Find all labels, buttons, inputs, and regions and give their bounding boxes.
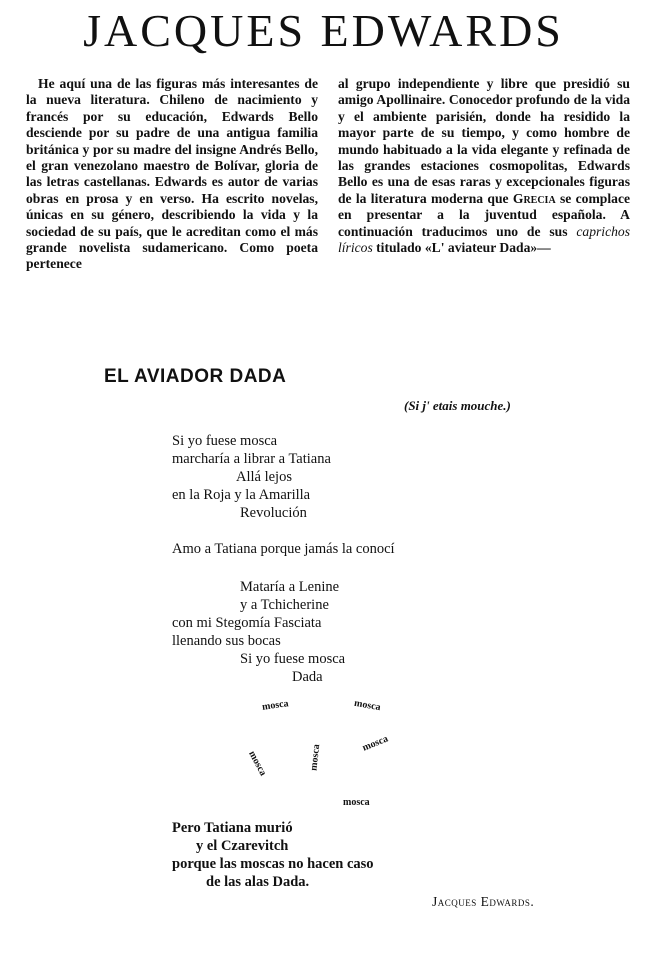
poem-line: Allá lejos xyxy=(236,469,292,485)
poem-epigraph: (Si j' etais mouche.) xyxy=(404,398,511,413)
intro-left-column: He aquí una de las figuras más interesantes de la nueva literatura. Chileno de nacimiento y francés por su educación, Edwards Bello desciende por su padre de una antigua familia británica y por su madre del insigne Andrés Bello, el gran venezolano maestro de Bolívar, gloria de las letras castellanas. Edwards es autor de varias obras en prosa y en verso. Ha escrito novelas, únicas en su género, describiendo la vida y la sociedad de su país, que le acreditan como el más grande novelista sudamericano. Como poeta pertenece xyxy=(26,76,318,272)
caprichos-liricos: caprichos líricos xyxy=(338,223,630,256)
poem-line: de las alas Dada. xyxy=(206,874,310,890)
poem-line: Si yo fuese mosca xyxy=(172,433,278,449)
poem-line: Mataría a Lenine xyxy=(240,579,340,595)
poem-line: Pero Tatiana murió xyxy=(172,820,293,836)
poem-title: EL AVIADOR DADA xyxy=(104,366,287,387)
fly-word: mosca xyxy=(360,733,390,754)
intro-right-column xyxy=(338,76,630,256)
fly-word: mosca xyxy=(353,697,382,714)
poem-line: en la Roja y la Amarilla xyxy=(172,487,311,503)
poem-line: y el Czarevitch xyxy=(196,838,289,854)
poem-line: y a Tchicherine xyxy=(240,597,329,613)
fly-word: mosca xyxy=(246,749,269,778)
author-signature: Jacques Edwards. xyxy=(432,894,535,909)
intro-right-text-a: al grupo independiente y libre que presidió su amigo Apollinaire. Conocedor profundo de la vida y el ambiente parisién, donde ha residido la mayor parte de su tiempo, y como hombre de mundo habituado a la vida elegante y refinada de las grandes estaciones cosmopolitas, Edwards Bello es una de esas raras y excepcionales figuras de la literatura moderna que xyxy=(338,76,630,206)
fly-word: mosca xyxy=(343,797,370,808)
poem-line: Dada xyxy=(292,669,323,685)
poem-line: con mi Stegomía Fasciata xyxy=(172,615,322,631)
intro-right-text-b: se complace en presentar a la juventud española. A continuación traducimos uno de sus xyxy=(338,190,631,239)
magazine-name: Grecia xyxy=(512,190,556,206)
article-title: JACQUES EDWARDS xyxy=(83,5,564,56)
intro-right-text-c: titulado «L' aviateur Dada»— xyxy=(376,240,551,256)
poem-line: Amo a Tatiana porque jamás la conocí xyxy=(172,541,395,557)
poem-line: Revolución xyxy=(240,505,307,521)
fly-word: mosca xyxy=(261,698,290,713)
poem-line: Si yo fuese mosca xyxy=(240,651,346,667)
fly-word: mosca xyxy=(308,743,323,772)
poem-line: porque las moscas no hacen caso xyxy=(172,856,374,872)
poem-line: llenando sus bocas xyxy=(172,633,281,649)
poem-line: marcharía a librar a Tatiana xyxy=(172,451,331,467)
